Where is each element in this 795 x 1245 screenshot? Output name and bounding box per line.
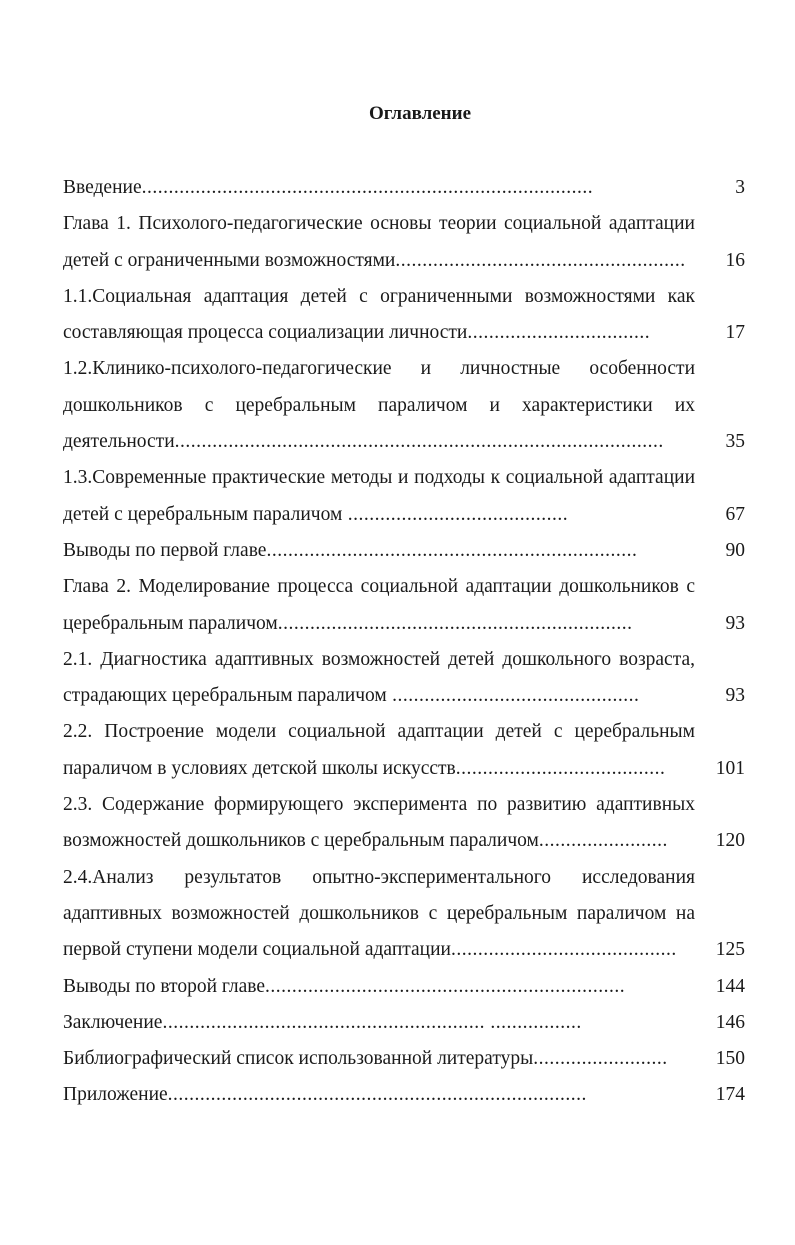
toc-page-number: 17 xyxy=(725,322,745,344)
toc-page-number: 35 xyxy=(725,431,745,453)
toc-entry-text xyxy=(63,642,695,715)
toc-entry-bibliography xyxy=(63,1041,745,1077)
toc-entry-text xyxy=(63,206,695,279)
toc-page-number: 90 xyxy=(725,539,745,561)
toc-entry-1-2 xyxy=(63,351,745,460)
toc-entry-title: 2.4.Анализ результатов опытно-экспериментального исследования адаптивных возможностей дошкольников с церебральным параличом на первой ступени модели социальной адаптации xyxy=(63,866,695,961)
toc-page-number: 101 xyxy=(715,757,745,779)
toc-leader: ........................ xyxy=(538,830,668,852)
toc-entry-2-1 xyxy=(63,642,745,715)
toc-entry-title: Выводы по первой главе xyxy=(63,539,267,561)
toc-entry-text xyxy=(63,569,695,642)
toc-leader: .................................................................................... xyxy=(141,177,594,198)
toc-entry-title: Приложение xyxy=(63,1084,168,1106)
toc-leader: ....................................... xyxy=(455,757,666,779)
toc-entry-text xyxy=(63,787,695,860)
toc-leader: ................................................................... xyxy=(265,975,626,997)
toc-page-number: 93 xyxy=(725,685,745,707)
toc-page-number: 125 xyxy=(715,939,745,961)
toc-entry-1-1 xyxy=(63,279,745,352)
toc-entry-conclusion xyxy=(63,1005,745,1041)
toc-leader: ..................................................................... xyxy=(266,539,638,561)
page-title: Оглавление xyxy=(368,103,472,124)
toc-entry-2-3 xyxy=(63,787,745,860)
toc-entry-chapter-2 xyxy=(63,569,745,642)
toc-page-number: 3 xyxy=(735,177,745,198)
toc-entry-title: Библиографический список использованной литературы xyxy=(63,1048,534,1070)
toc-entry-2-2 xyxy=(63,714,745,787)
toc-leader: .............................................................................. xyxy=(167,1084,587,1106)
toc-entry-text xyxy=(63,1005,695,1041)
toc-entry-title: 1.3.Современные практические методы и подходы к социальной адаптации детей с церебральным параличом xyxy=(63,467,695,525)
toc-page-number: 174 xyxy=(715,1084,745,1106)
toc-entry-appendix xyxy=(63,1077,745,1113)
toc-entry-2-4 xyxy=(63,860,745,969)
toc-page-number: 150 xyxy=(715,1048,745,1070)
toc-entry-1-3 xyxy=(63,460,745,533)
toc-page-number: 93 xyxy=(725,612,745,634)
toc-entry-introduction xyxy=(63,170,745,206)
toc-entry-chapter-1 xyxy=(63,206,745,279)
toc-leader: .................................................................. xyxy=(277,612,633,634)
toc-page-number: 16 xyxy=(725,249,745,271)
toc-page-number: 120 xyxy=(715,830,745,852)
toc-entry-title: 2.3. Содержание формирующего эксперимента по развитию адаптивных возможностей дошкольников с церебральным параличом xyxy=(63,794,695,852)
toc-page-number: 67 xyxy=(725,503,745,525)
toc-leader: ......................... xyxy=(533,1048,668,1070)
toc-entry-text xyxy=(63,969,695,1005)
toc-page-number: 144 xyxy=(715,975,745,997)
toc-entry-title: Глава 1. Психолого-педагогические основы теории социальной адаптации детей с ограниченными возможностями xyxy=(63,213,695,271)
toc-entry-title: Заключение xyxy=(63,1011,163,1033)
toc-entry-text xyxy=(63,460,695,533)
toc-entry-text xyxy=(63,279,695,352)
table-of-contents xyxy=(63,170,745,1114)
toc-entry-title: 1.2.Клинико-психолого-педагогические и личностные особенности дошкольников с церебральным параличом и характеристики их деятельности xyxy=(63,358,695,453)
toc-entry-title: Глава 2. Моделирование процесса социальной адаптации дошкольников с церебральным параличом xyxy=(63,576,695,634)
toc-entry-text xyxy=(63,714,695,787)
toc-entry-title: 1.1.Социальная адаптация детей с ограниченными возможностями как составляющая процесса социализации личности xyxy=(63,285,695,344)
toc-entry-text xyxy=(63,170,695,206)
toc-entry-text xyxy=(63,533,695,569)
toc-leader: .......................................... xyxy=(450,939,677,961)
toc-leader: ...................................................... xyxy=(395,249,686,271)
toc-entry-title: 2.2. Построение модели социальной адаптации детей с церебральным параличом в условиях детской школы искусств xyxy=(63,721,695,779)
toc-entry-conclusions-1 xyxy=(63,533,745,569)
toc-entry-title: 2.1. Диагностика адаптивных возможностей детей дошкольного возраста, страдающих церебральным параличом xyxy=(63,648,695,707)
toc-entry-text xyxy=(63,1077,695,1113)
toc-page-number: 146 xyxy=(715,1011,745,1033)
toc-leader: .................................. xyxy=(467,322,651,344)
toc-leader: ......................................... xyxy=(342,503,569,525)
toc-entry-text xyxy=(63,351,695,460)
toc-entry-text xyxy=(63,860,695,969)
toc-entry-title: Выводы по второй главе xyxy=(63,975,266,997)
toc-leader: .............................................. xyxy=(386,685,640,707)
toc-leader: ............................................................ ................. xyxy=(162,1011,582,1033)
toc-entry-conclusions-2 xyxy=(63,969,745,1005)
toc-entry-text xyxy=(63,1041,695,1077)
toc-entry-title: Введение xyxy=(63,177,142,198)
toc-leader: ........................................................................................... xyxy=(174,431,664,453)
